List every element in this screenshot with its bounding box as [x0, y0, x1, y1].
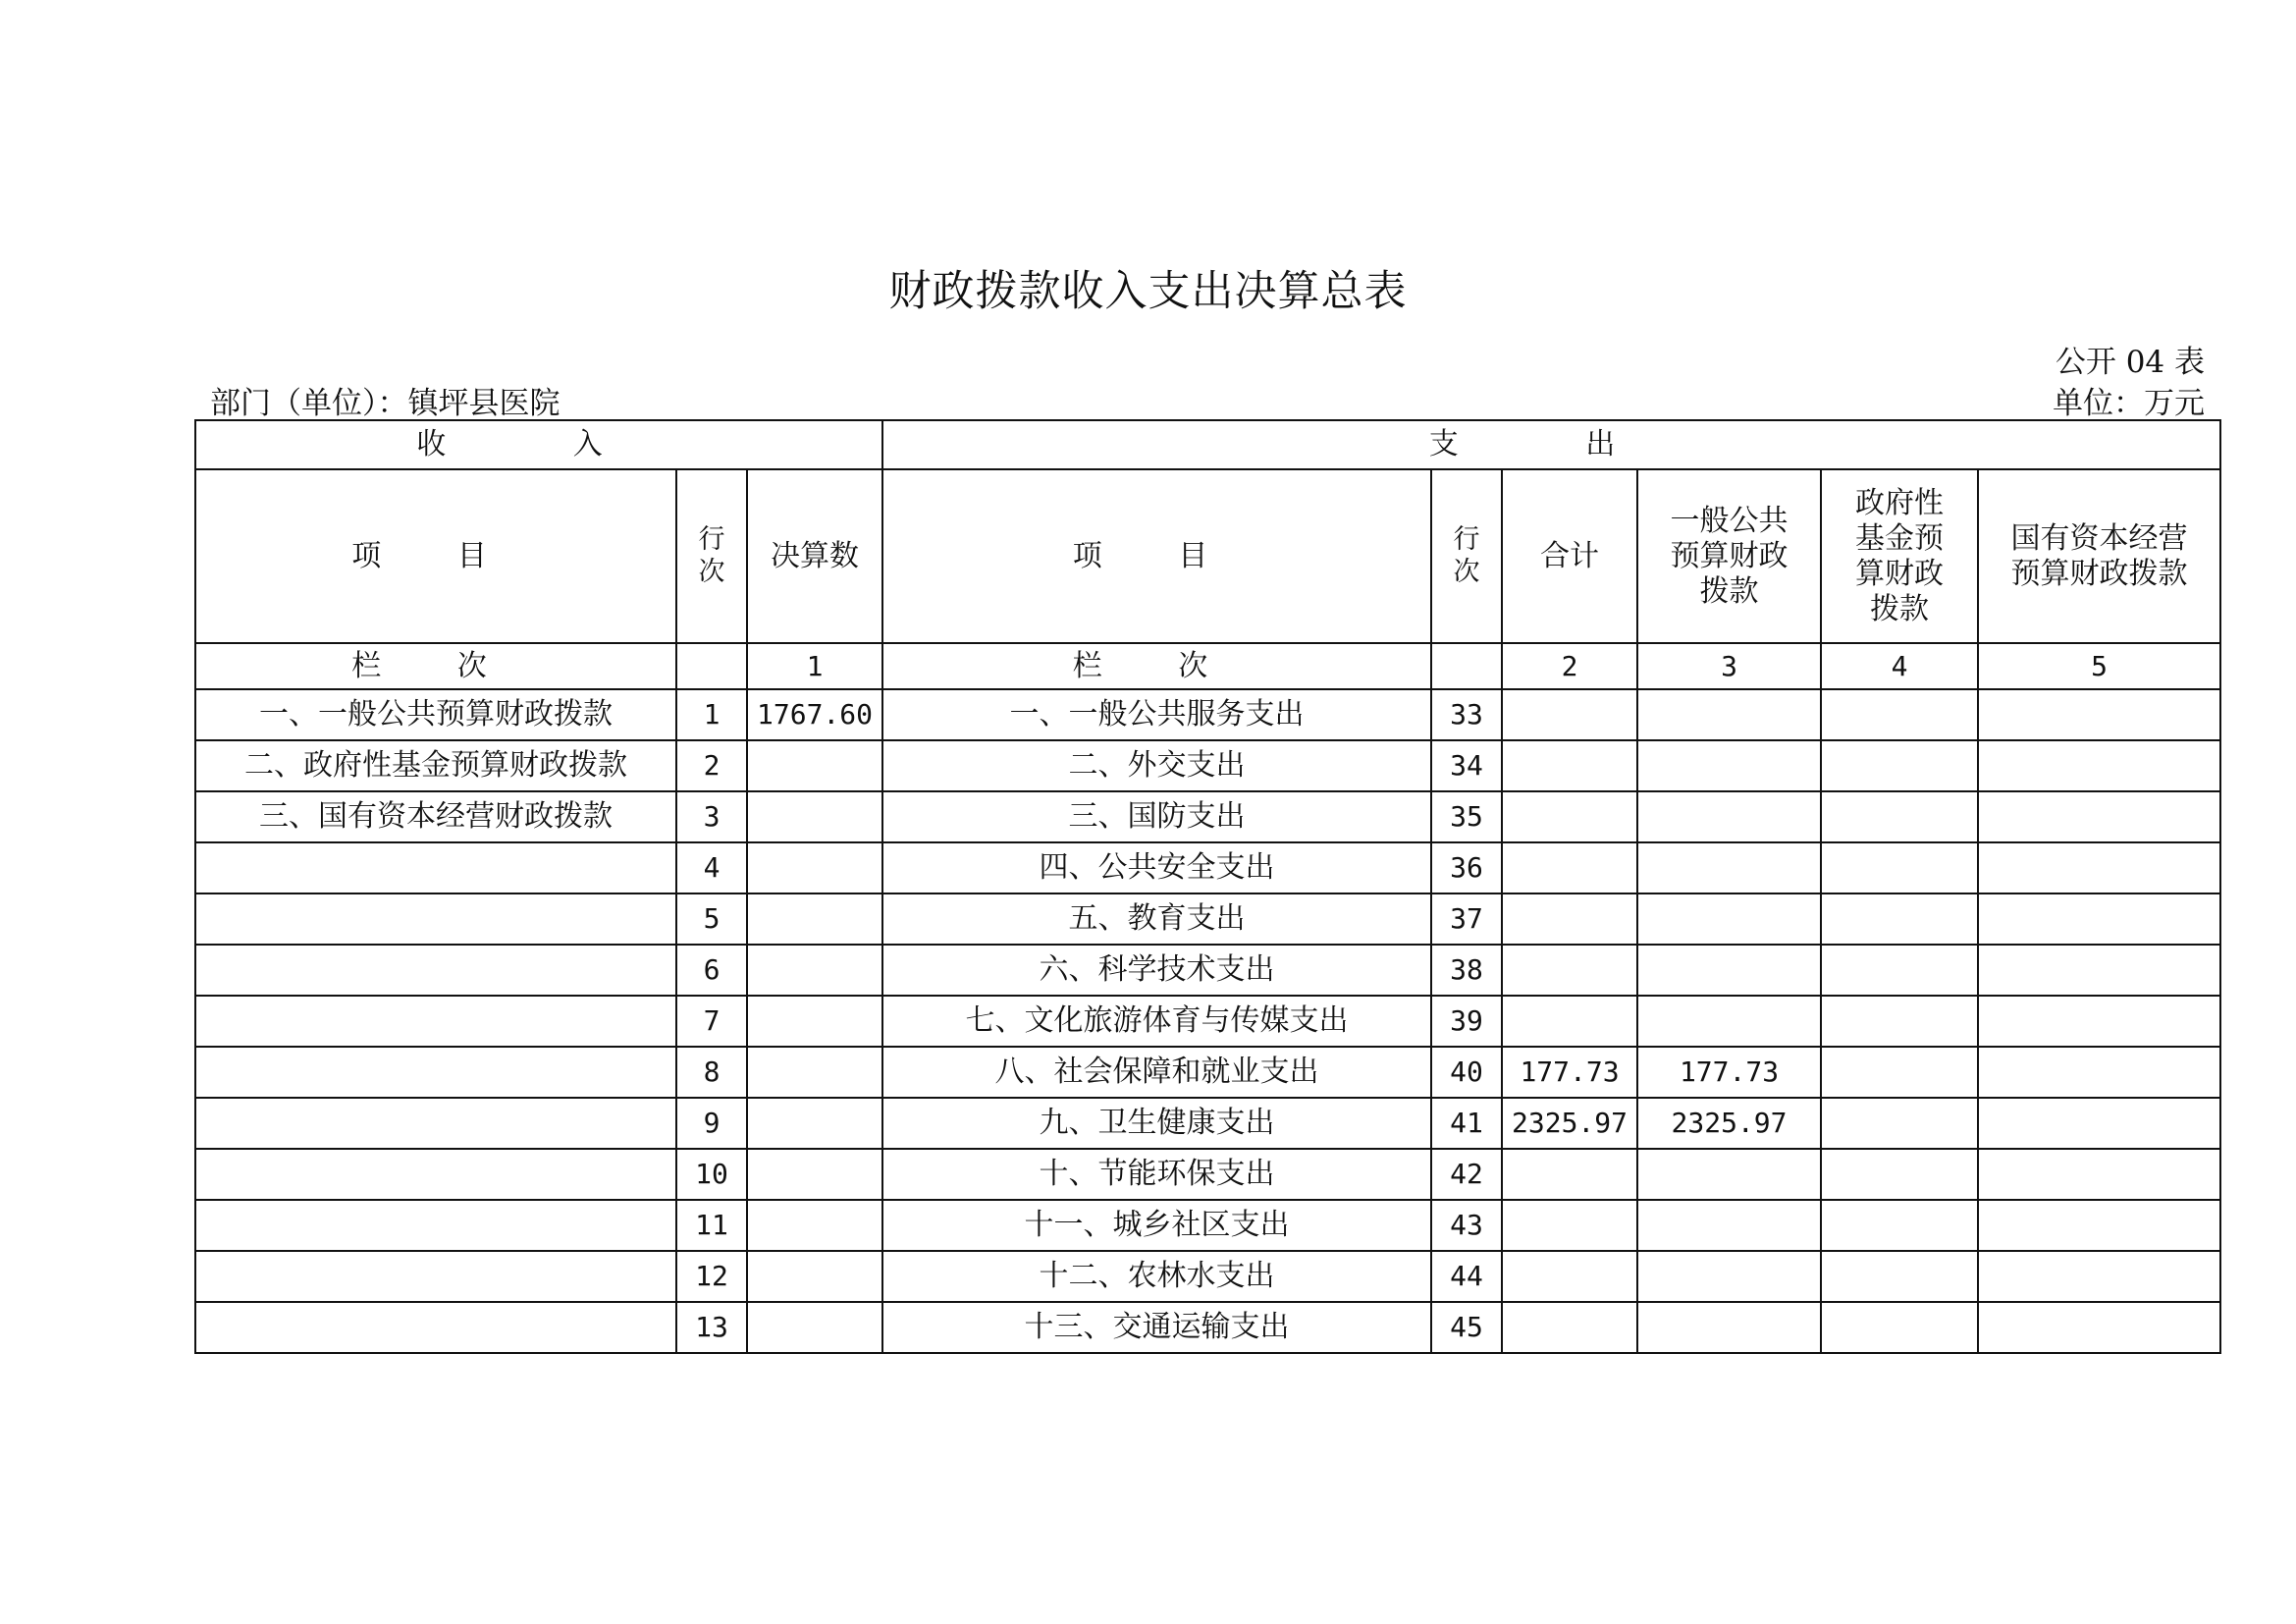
expense-item: 六、科学技术支出: [882, 945, 1431, 996]
income-row-no: 11: [676, 1200, 747, 1251]
fund-budget-amount: [1821, 1098, 1978, 1149]
table-row: [195, 842, 2220, 893]
general-budget-amount: [1637, 996, 1821, 1047]
income-row-no: 5: [676, 893, 747, 945]
income-item: [195, 1098, 676, 1149]
expense-row-no: 35: [1431, 791, 1502, 842]
expense-total: [1502, 1251, 1637, 1302]
blank-cell: [676, 643, 747, 689]
income-row-no: 12: [676, 1251, 747, 1302]
income-item: [195, 893, 676, 945]
income-amount: [747, 1149, 882, 1200]
general-budget-amount: [1637, 689, 1821, 740]
form-number: 公开 04 表: [2055, 345, 2205, 380]
income-row-no: 3: [676, 791, 747, 842]
expense-item: 四、公共安全支出: [882, 842, 1431, 893]
income-amount: [747, 893, 882, 945]
expense-row-no: 44: [1431, 1251, 1502, 1302]
expense-item: 十、节能环保支出: [882, 1149, 1431, 1200]
general-budget-amount: [1637, 1200, 1821, 1251]
expense-total: [1502, 996, 1637, 1047]
state-capital-amount: [1978, 1149, 2220, 1200]
expense-total: [1502, 842, 1637, 893]
expense-item: 七、文化旅游体育与传媒支出: [882, 996, 1431, 1047]
expense-total: [1502, 689, 1637, 740]
income-amount: [747, 842, 882, 893]
income-item: [195, 1251, 676, 1302]
expense-row-no: 33: [1431, 689, 1502, 740]
col-2: 2: [1502, 643, 1637, 689]
expense-row-no: 42: [1431, 1149, 1502, 1200]
income-row-no: 1: [676, 689, 747, 740]
general-budget-amount: [1637, 1251, 1821, 1302]
expense-item: 五、教育支出: [882, 893, 1431, 945]
expense-header: 支 出: [882, 420, 2220, 469]
expense-total: [1502, 1302, 1637, 1353]
income-amount: [747, 945, 882, 996]
state-capital-amount: [1978, 842, 2220, 893]
income-amount: [747, 1098, 882, 1149]
table-row: [195, 945, 2220, 996]
income-item: 二、政府性基金预算财政拨款: [195, 740, 676, 791]
general-budget-amount: [1637, 945, 1821, 996]
table-row: [195, 1251, 2220, 1302]
expense-item: 三、国防支出: [882, 791, 1431, 842]
fund-budget-amount: [1821, 1251, 1978, 1302]
income-amount: [747, 1047, 882, 1098]
fund-budget-amount: [1821, 893, 1978, 945]
income-row-no: 4: [676, 842, 747, 893]
col-4: 4: [1821, 643, 1978, 689]
income-amount: [747, 740, 882, 791]
income-amount: [747, 1251, 882, 1302]
state-capital-amount: [1978, 1098, 2220, 1149]
state-capital-amount: [1978, 1047, 2220, 1098]
income-item: [195, 1302, 676, 1353]
income-row-no: 7: [676, 996, 747, 1047]
income-item: [195, 842, 676, 893]
general-budget-amount: [1637, 1149, 1821, 1200]
fund-budget-amount: [1821, 996, 1978, 1047]
income-amount: [747, 791, 882, 842]
state-capital-amount: [1978, 893, 2220, 945]
income-header: 收 入: [195, 420, 882, 469]
fund-budget-amount: [1821, 1200, 1978, 1251]
expense-row-no: 41: [1431, 1098, 1502, 1149]
table-row: [195, 740, 2220, 791]
income-row-no-header: 行 次: [676, 469, 747, 643]
expense-item: 十三、交通运输支出: [882, 1302, 1431, 1353]
table-row: [195, 1302, 2220, 1353]
general-budget-amount: [1637, 1302, 1821, 1353]
state-capital-amount: [1978, 1302, 2220, 1353]
fund-budget-header: 政府性 基金预 算财政 拨款: [1821, 469, 1978, 643]
total-header: 合计: [1502, 469, 1637, 643]
fund-budget-amount: [1821, 740, 1978, 791]
state-capital-amount: [1978, 1200, 2220, 1251]
fund-budget-amount: [1821, 1047, 1978, 1098]
expense-item: 八、社会保障和就业支出: [882, 1047, 1431, 1098]
column-order-row: [195, 643, 2220, 689]
expense-row-no: 36: [1431, 842, 1502, 893]
income-row-no: 9: [676, 1098, 747, 1149]
general-budget-amount: [1637, 893, 1821, 945]
income-row-no: 2: [676, 740, 747, 791]
expense-row-no: 45: [1431, 1302, 1502, 1353]
table-row: [195, 1200, 2220, 1251]
expense-total: [1502, 1149, 1637, 1200]
state-capital-header: 国有资本经营 预算财政拨款: [1978, 469, 2220, 643]
general-budget-amount: [1637, 740, 1821, 791]
blank-cell: [1431, 643, 1502, 689]
income-row-no: 6: [676, 945, 747, 996]
expense-total: [1502, 893, 1637, 945]
income-amount: [747, 996, 882, 1047]
general-budget-amount: 2325.97: [1637, 1098, 1821, 1149]
column-header-row: [195, 469, 2220, 643]
fund-budget-amount: [1821, 791, 1978, 842]
table-row: [195, 1149, 2220, 1200]
expense-row-no: 34: [1431, 740, 1502, 791]
income-item: [195, 1047, 676, 1098]
state-capital-amount: [1978, 945, 2220, 996]
income-item: 一、一般公共预算财政拨款: [195, 689, 676, 740]
expense-total: 2325.97: [1502, 1098, 1637, 1149]
expense-total: [1502, 945, 1637, 996]
state-capital-amount: [1978, 740, 2220, 791]
table-row: [195, 1047, 2220, 1098]
general-budget-amount: [1637, 842, 1821, 893]
income-amount: [747, 1302, 882, 1353]
state-capital-amount: [1978, 996, 2220, 1047]
expense-row-no: 43: [1431, 1200, 1502, 1251]
state-capital-amount: [1978, 1251, 2220, 1302]
expense-row-no: 38: [1431, 945, 1502, 996]
page-title: 财政拨款收入支出决算总表: [888, 267, 1408, 316]
section-header-row: [195, 420, 2220, 469]
expense-total: [1502, 791, 1637, 842]
expense-row-no: 37: [1431, 893, 1502, 945]
income-item: [195, 1200, 676, 1251]
table-row: [195, 996, 2220, 1047]
income-item: 三、国有资本经营财政拨款: [195, 791, 676, 842]
table-row: [195, 791, 2220, 842]
general-budget-amount: [1637, 791, 1821, 842]
income-column-order: 栏 次: [195, 643, 676, 689]
expense-row-no: 40: [1431, 1047, 1502, 1098]
general-budget-amount: 177.73: [1637, 1047, 1821, 1098]
expense-item: 九、卫生健康支出: [882, 1098, 1431, 1149]
table-row: [195, 893, 2220, 945]
income-row-no: 13: [676, 1302, 747, 1353]
general-budget-header: 一般公共 预算财政 拨款: [1637, 469, 1821, 643]
expense-total: 177.73: [1502, 1047, 1637, 1098]
col-3: 3: [1637, 643, 1821, 689]
state-capital-amount: [1978, 791, 2220, 842]
col-1: 1: [747, 643, 882, 689]
income-row-no: 8: [676, 1047, 747, 1098]
expense-item: 一、一般公共服务支出: [882, 689, 1431, 740]
income-item: [195, 945, 676, 996]
expense-total: [1502, 740, 1637, 791]
fund-budget-amount: [1821, 1149, 1978, 1200]
expense-total: [1502, 1200, 1637, 1251]
expense-item-header: 项 目: [882, 469, 1431, 643]
table-row: [195, 689, 2220, 740]
income-row-no: 10: [676, 1149, 747, 1200]
final-amount-header: 决算数: [747, 469, 882, 643]
income-item: [195, 1149, 676, 1200]
expense-column-order: 栏 次: [882, 643, 1431, 689]
fund-budget-amount: [1821, 689, 1978, 740]
expense-item: 二、外交支出: [882, 740, 1431, 791]
income-item: [195, 996, 676, 1047]
fund-budget-amount: [1821, 1302, 1978, 1353]
table-row: [195, 1098, 2220, 1149]
expense-item: 十二、农林水支出: [882, 1251, 1431, 1302]
fund-budget-amount: [1821, 842, 1978, 893]
budget-table: [194, 419, 2221, 1354]
state-capital-amount: [1978, 689, 2220, 740]
income-amount: 1767.60: [747, 689, 882, 740]
income-amount: [747, 1200, 882, 1251]
unit-label: 单位：万元: [2053, 386, 2205, 421]
expense-row-no: 39: [1431, 996, 1502, 1047]
income-item-header: 项 目: [195, 469, 676, 643]
fund-budget-amount: [1821, 945, 1978, 996]
expense-item: 十一、城乡社区支出: [882, 1200, 1431, 1251]
expense-row-no-header: 行 次: [1431, 469, 1502, 643]
col-5: 5: [1978, 643, 2220, 689]
department-label: 部门（单位）：镇坪县医院: [210, 386, 561, 421]
